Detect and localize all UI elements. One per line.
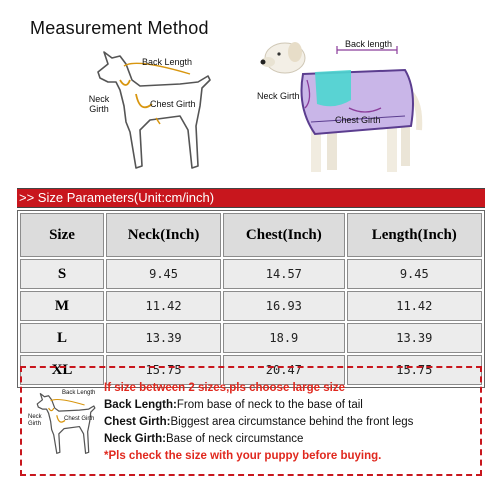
table-row <box>20 291 482 321</box>
neck-cell: 9.45 <box>106 259 221 289</box>
length-cell: 13.39 <box>347 323 482 353</box>
header-neck: Neck(Inch) <box>106 213 221 257</box>
dog-vest-icon <box>255 30 425 180</box>
small-neck-girth-text: Neck Girth <box>28 414 42 427</box>
length-cell: 11.42 <box>347 291 482 321</box>
chest-cell: 16.93 <box>223 291 344 321</box>
small-chest-girth-label: Chest Girth <box>64 416 95 422</box>
header-chest: Chest(Inch) <box>223 213 344 257</box>
header-length: Length(Inch) <box>347 213 482 257</box>
note-back-length <box>104 397 480 414</box>
note-size-tip: If size between 2 sizes,pls choose large size <box>104 382 345 394</box>
chest-cell: 14.57 <box>223 259 344 289</box>
length-cell: 9.45 <box>347 259 482 289</box>
neck-girth-key: Neck Girth: <box>104 433 166 445</box>
neck-cell: 15.75 <box>106 355 221 385</box>
neck-cell: 11.42 <box>106 291 221 321</box>
left-dog-diagram <box>80 46 220 176</box>
chest-girth-label-2: Chest Girth <box>335 115 381 125</box>
size-cell: M <box>20 291 104 321</box>
table-row <box>20 323 482 353</box>
small-dog-diagram <box>28 384 100 464</box>
size-parameters-text: >> Size Parameters(Unit:cm/inch) <box>19 190 215 205</box>
note-neck-girth <box>104 431 480 448</box>
chest-girth-key: Chest Girth: <box>104 416 171 428</box>
note-check-warning: *Pls check the size with your puppy before buying. <box>104 450 382 462</box>
note-chest-girth <box>104 414 480 431</box>
header-size: Size <box>20 213 104 257</box>
right-dog-illustration <box>255 30 425 180</box>
chest-girth-label: Chest Girth <box>150 99 196 109</box>
size-cell: L <box>20 323 104 353</box>
table-header-row <box>20 213 482 257</box>
notes-text <box>104 380 480 465</box>
neck-girth-text: Neck Girth <box>88 94 110 114</box>
neck-girth-desc: Base of neck circumstance <box>166 433 304 445</box>
sizing-note-box <box>20 366 482 476</box>
neck-cell: 13.39 <box>106 323 221 353</box>
length-cell: 15.75 <box>347 355 482 385</box>
back-length-key: Back Length: <box>104 399 177 411</box>
neck-girth-label-2: Neck Girth <box>257 91 300 101</box>
small-back-length-label: Back Length <box>62 390 96 396</box>
size-table <box>17 210 485 388</box>
small-neck-girth-label <box>28 414 46 428</box>
page-title: Measurement Method <box>30 18 209 38</box>
neck-girth-label <box>84 94 114 114</box>
back-length-label: Back Length <box>142 57 193 67</box>
size-parameters-bar <box>17 188 485 208</box>
back-length-desc: From base of neck to the base of tail <box>176 399 363 411</box>
size-cell: S <box>20 259 104 289</box>
back-length-label-2: Back length <box>345 39 393 49</box>
table-row <box>20 259 482 289</box>
chest-cell: 18.9 <box>223 323 344 353</box>
chest-girth-desc: Biggest area circumstance behind the front legs <box>170 416 414 428</box>
chest-cell: 20.47 <box>223 355 344 385</box>
size-cell: XL <box>20 355 104 385</box>
